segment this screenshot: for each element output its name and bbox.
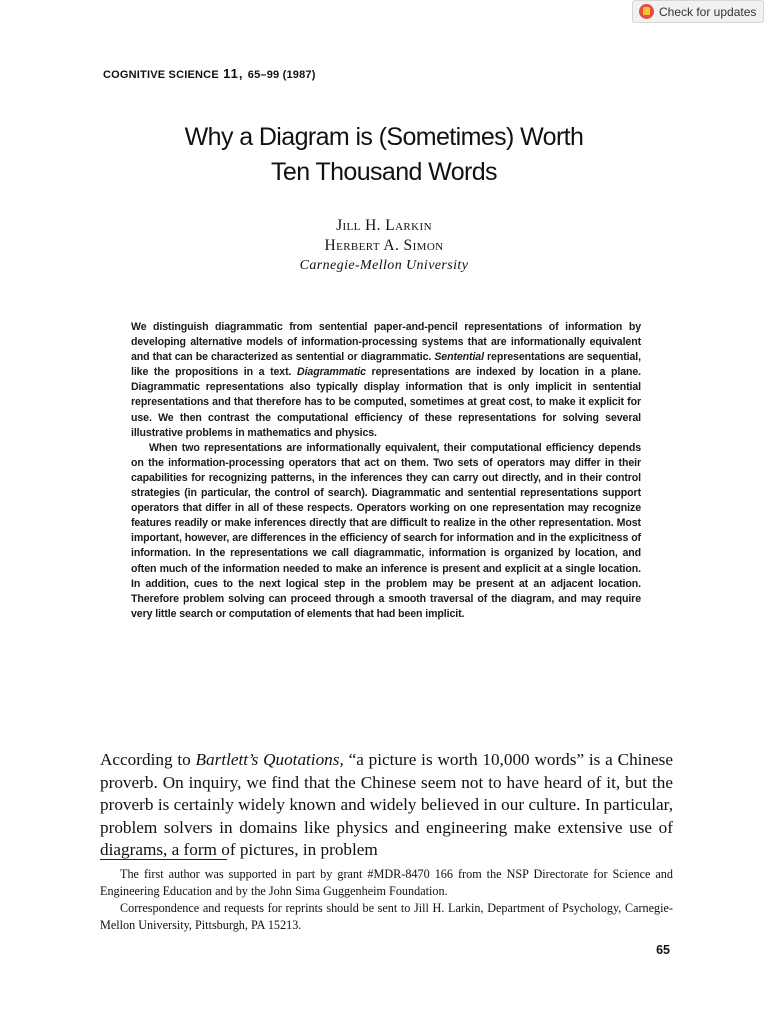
author-block bbox=[0, 216, 768, 276]
journal-name: COGNITIVE SCIENCE bbox=[103, 69, 219, 81]
affiliation: Carnegie-Mellon University bbox=[299, 258, 469, 273]
body-text-span: According to bbox=[100, 750, 196, 769]
abstract-paragraph-2: When two representations are informationally equivalent, their computational efficiency depends on the information-processing operators that act on them. Two sets of operators may differ in their capabilities for recognizing patterns, in the inferences they can carry out directly, and in their control strategies (in particular, the control of search). Diagrammatic and sentential representations support operators that differ in all of these respects. Operators working on one representation may recognize features readily or make inferences directly that are difficult to realize in the other representation. Most important, however, are differences in the efficiency of search for information and in the explicitness of information. In the representations we call diagrammatic, information is organized by location, and often much of the information needed to make an inference is present and explicit at a single location. In addition, cues to the next logical step in the problem may be present at an adjacent location. Therefore problem solving can proceed through a smooth traversal of the diagram, and may require very little search or computation of elements that had been implicit. bbox=[131, 441, 641, 620]
check-for-updates-label: Check for updates bbox=[659, 4, 757, 19]
abstract-text: We distinguish diagrammatic from sentential paper-and-pencil representations of information by developing alternative models of information-processing systems that are informationally equivalent and that can be characterized as sentential or diagrammatic. bbox=[131, 321, 641, 364]
footnote-rule bbox=[100, 859, 227, 860]
abstract-term-diagrammatic: Diagrammatic bbox=[297, 366, 366, 379]
body-paragraph bbox=[100, 749, 673, 862]
journal-pages-year: 65–99 (1987) bbox=[247, 69, 316, 81]
update-icon bbox=[639, 4, 654, 19]
journal-volume: 11, bbox=[223, 66, 244, 81]
footnote-funding: The first author was supported in part by grant #MDR-8470 166 from the NSP Directorate for Science and Engineering Education and by the John Sima Guggenheim Foundation. bbox=[100, 867, 673, 898]
footnotes bbox=[100, 866, 673, 934]
page-number: 65 bbox=[656, 943, 670, 957]
body-text bbox=[100, 749, 673, 862]
abstract-term-sentential: Sentential bbox=[434, 351, 484, 364]
author-2: Herbert A. Simon bbox=[324, 237, 444, 254]
abstract-paragraph-1 bbox=[131, 320, 641, 441]
citation-source: Bartlett’s Quotations, bbox=[195, 750, 344, 769]
paper-title bbox=[0, 120, 768, 190]
journal-header bbox=[103, 66, 316, 81]
abstract bbox=[131, 320, 641, 622]
title-line-2: Ten Thousand Words bbox=[271, 158, 497, 186]
abstract-text: representations are indexed by location in a plane. Diagrammatic representations also typically display information that is only implicit in sentential representations and that therefore has to be computed, sometimes at great cost, to make it explicit for use. We then contrast the computational efficiency of these representations for solving several illustrative problems in mathematics and physics. bbox=[131, 366, 642, 439]
footnote-correspondence: Correspondence and requests for reprints should be sent to Jill H. Larkin, Department of Psychology, Carnegie-Mellon University, Pittsburgh, PA 15213. bbox=[100, 901, 673, 932]
check-for-updates-button[interactable] bbox=[632, 0, 764, 23]
author-1: Jill H. Larkin bbox=[336, 217, 432, 234]
abstract-text: representations are sequential, like the propositions in a text. bbox=[131, 351, 641, 379]
title-line-1: Why a Diagram is (Sometimes) Worth bbox=[184, 123, 584, 151]
body-text-span: “a picture is worth 10,000 words” is a Chinese proverb. On inquiry, we find that the Chinese seem not to have heard of it, but the proverb is certainly widely known and widely believed in our culture. In particular, problem solvers in domains like physics and engineering make extensive use of diagrams, a form of pictures, in problem bbox=[100, 750, 673, 859]
